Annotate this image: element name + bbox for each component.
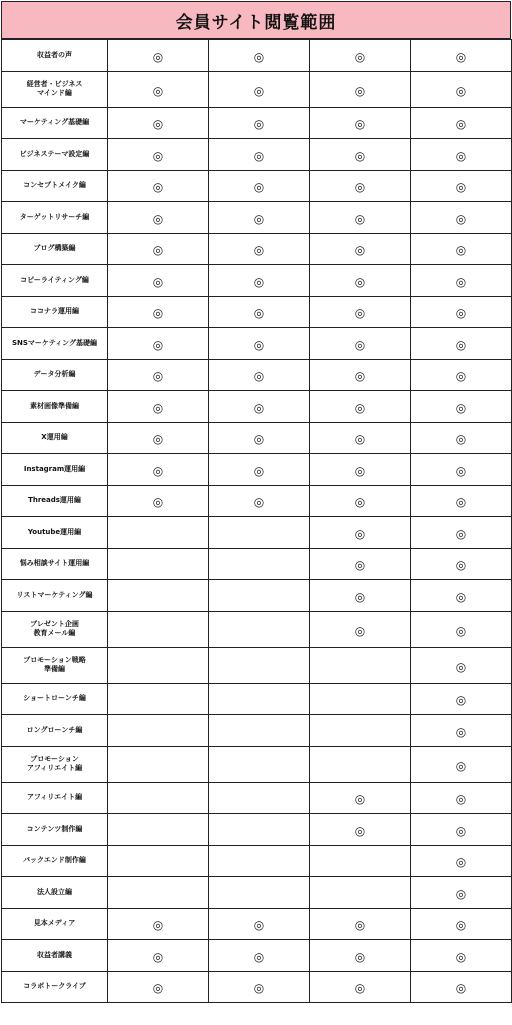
double-circle-icon: ◎	[455, 306, 467, 321]
table-row	[2, 877, 512, 909]
table-row	[2, 40, 512, 72]
plan-cell-1	[108, 265, 209, 297]
plan-cell-3	[310, 908, 411, 940]
double-circle-icon: ◎	[354, 83, 366, 98]
plan-cell-2	[209, 454, 310, 486]
plan-cell-3	[310, 139, 411, 171]
double-circle-icon: ◎	[455, 693, 467, 708]
plan-cell-2	[209, 908, 310, 940]
double-circle-icon: ◎	[354, 117, 366, 132]
table-row	[2, 422, 512, 454]
plan-cell-4	[411, 814, 512, 846]
plan-cell-2	[209, 971, 310, 1003]
plan-cell-3	[310, 683, 411, 715]
plan-cell-4	[411, 517, 512, 549]
row-label: Instagram運用編	[2, 454, 108, 486]
table-row	[2, 971, 512, 1003]
row-label: 見本メディア	[2, 908, 108, 940]
plan-cell-4	[411, 746, 512, 782]
plan-cell-4	[411, 328, 512, 360]
double-circle-icon: ◎	[152, 83, 164, 98]
double-circle-icon: ◎	[253, 180, 265, 195]
row-label: マーケティング基礎編	[2, 107, 108, 139]
double-circle-icon: ◎	[152, 211, 164, 226]
plan-cell-4	[411, 233, 512, 265]
plan-cell-2	[209, 485, 310, 517]
double-circle-icon: ◎	[152, 400, 164, 415]
row-label: ターゲットリサーチ編	[2, 202, 108, 234]
double-circle-icon: ◎	[455, 432, 467, 447]
plan-cell-2	[209, 170, 310, 202]
double-circle-icon: ◎	[354, 918, 366, 933]
plan-cell-1	[108, 170, 209, 202]
access-scope-table-container	[1, 1, 511, 1023]
table-row	[2, 548, 512, 580]
plan-cell-4	[411, 485, 512, 517]
row-label: プロモーション戦略 準備編	[2, 647, 108, 683]
plan-cell-2	[209, 814, 310, 846]
plan-cell-3	[310, 845, 411, 877]
double-circle-icon: ◎	[152, 432, 164, 447]
table-row	[2, 746, 512, 782]
plan-cell-1	[108, 611, 209, 647]
row-label: コンセプトメイク編	[2, 170, 108, 202]
plan-cell-3	[310, 71, 411, 107]
table-row	[2, 908, 512, 940]
table-row	[2, 391, 512, 423]
row-label: ショートローンチ編	[2, 683, 108, 715]
double-circle-icon: ◎	[152, 243, 164, 258]
plan-cell-2	[209, 359, 310, 391]
plan-cell-3	[310, 517, 411, 549]
plan-cell-1	[108, 940, 209, 972]
table-row	[2, 782, 512, 814]
access-scope-table	[1, 39, 512, 1003]
double-circle-icon: ◎	[354, 211, 366, 226]
double-circle-icon: ◎	[455, 83, 467, 98]
double-circle-icon: ◎	[455, 526, 467, 541]
double-circle-icon: ◎	[253, 369, 265, 384]
double-circle-icon: ◎	[354, 589, 366, 604]
double-circle-icon: ◎	[455, 659, 467, 674]
table-row	[2, 71, 512, 107]
plan-cell-3	[310, 611, 411, 647]
double-circle-icon: ◎	[455, 724, 467, 739]
double-circle-icon: ◎	[152, 981, 164, 996]
double-circle-icon: ◎	[152, 495, 164, 510]
table-row	[2, 359, 512, 391]
plan-cell-4	[411, 40, 512, 72]
plan-cell-3	[310, 40, 411, 72]
plan-cell-1	[108, 139, 209, 171]
double-circle-icon: ◎	[354, 463, 366, 478]
double-circle-icon: ◎	[253, 148, 265, 163]
double-circle-icon: ◎	[354, 400, 366, 415]
double-circle-icon: ◎	[253, 432, 265, 447]
double-circle-icon: ◎	[354, 823, 366, 838]
double-circle-icon: ◎	[455, 918, 467, 933]
plan-cell-3	[310, 746, 411, 782]
plan-cell-4	[411, 908, 512, 940]
double-circle-icon: ◎	[455, 558, 467, 573]
plan-cell-4	[411, 170, 512, 202]
table-title: 会員サイト閲覧範囲	[1, 1, 511, 39]
double-circle-icon: ◎	[455, 337, 467, 352]
row-label: ビジネステーマ設定編	[2, 139, 108, 171]
plan-cell-2	[209, 877, 310, 909]
plan-cell-1	[108, 683, 209, 715]
double-circle-icon: ◎	[354, 558, 366, 573]
double-circle-icon: ◎	[152, 274, 164, 289]
double-circle-icon: ◎	[455, 463, 467, 478]
table-row	[2, 845, 512, 877]
double-circle-icon: ◎	[455, 369, 467, 384]
plan-cell-2	[209, 746, 310, 782]
table-row	[2, 814, 512, 846]
plan-cell-1	[108, 328, 209, 360]
double-circle-icon: ◎	[455, 117, 467, 132]
plan-cell-2	[209, 328, 310, 360]
plan-cell-3	[310, 454, 411, 486]
plan-cell-3	[310, 328, 411, 360]
plan-cell-2	[209, 71, 310, 107]
table-row	[2, 233, 512, 265]
plan-cell-1	[108, 647, 209, 683]
plan-cell-1	[108, 485, 209, 517]
plan-cell-1	[108, 548, 209, 580]
double-circle-icon: ◎	[354, 274, 366, 289]
double-circle-icon: ◎	[354, 949, 366, 964]
double-circle-icon: ◎	[354, 306, 366, 321]
double-circle-icon: ◎	[455, 180, 467, 195]
plan-cell-1	[108, 877, 209, 909]
double-circle-icon: ◎	[253, 495, 265, 510]
double-circle-icon: ◎	[455, 855, 467, 870]
double-circle-icon: ◎	[253, 117, 265, 132]
plan-cell-4	[411, 359, 512, 391]
double-circle-icon: ◎	[455, 981, 467, 996]
table-row	[2, 485, 512, 517]
double-circle-icon: ◎	[253, 981, 265, 996]
plan-cell-2	[209, 940, 310, 972]
plan-cell-4	[411, 265, 512, 297]
double-circle-icon: ◎	[253, 243, 265, 258]
double-circle-icon: ◎	[152, 148, 164, 163]
plan-cell-2	[209, 683, 310, 715]
table-row	[2, 611, 512, 647]
double-circle-icon: ◎	[455, 211, 467, 226]
double-circle-icon: ◎	[253, 918, 265, 933]
double-circle-icon: ◎	[152, 117, 164, 132]
plan-cell-4	[411, 845, 512, 877]
plan-cell-1	[108, 517, 209, 549]
plan-cell-3	[310, 485, 411, 517]
plan-cell-4	[411, 391, 512, 423]
plan-cell-3	[310, 265, 411, 297]
row-label: プロモーション アフィリエイト編	[2, 746, 108, 782]
plan-cell-1	[108, 359, 209, 391]
double-circle-icon: ◎	[354, 369, 366, 384]
table-row	[2, 517, 512, 549]
double-circle-icon: ◎	[253, 463, 265, 478]
plan-cell-2	[209, 422, 310, 454]
plan-cell-1	[108, 580, 209, 612]
plan-cell-1	[108, 202, 209, 234]
row-label: Threads運用編	[2, 485, 108, 517]
row-label: ロングローンチ編	[2, 715, 108, 747]
row-label: 収益者の声	[2, 40, 108, 72]
row-label: 収益者講義	[2, 940, 108, 972]
double-circle-icon: ◎	[455, 495, 467, 510]
table-row	[2, 647, 512, 683]
plan-cell-4	[411, 71, 512, 107]
double-circle-icon: ◎	[354, 623, 366, 638]
row-label: ココナラ運用編	[2, 296, 108, 328]
plan-cell-3	[310, 715, 411, 747]
plan-cell-4	[411, 580, 512, 612]
table-row	[2, 170, 512, 202]
plan-cell-1	[108, 71, 209, 107]
plan-cell-2	[209, 139, 310, 171]
plan-cell-4	[411, 683, 512, 715]
double-circle-icon: ◎	[152, 949, 164, 964]
double-circle-icon: ◎	[354, 792, 366, 807]
plan-cell-4	[411, 715, 512, 747]
double-circle-icon: ◎	[354, 981, 366, 996]
row-label: ブログ構築編	[2, 233, 108, 265]
double-circle-icon: ◎	[455, 886, 467, 901]
plan-cell-2	[209, 202, 310, 234]
plan-cell-1	[108, 40, 209, 72]
row-label: バックエンド制作編	[2, 845, 108, 877]
row-label: コンテンツ制作編	[2, 814, 108, 846]
row-label: リストマーケティング編	[2, 580, 108, 612]
plan-cell-4	[411, 107, 512, 139]
double-circle-icon: ◎	[354, 432, 366, 447]
plan-cell-1	[108, 908, 209, 940]
table-row	[2, 139, 512, 171]
double-circle-icon: ◎	[455, 589, 467, 604]
plan-cell-1	[108, 971, 209, 1003]
row-label: 法人設立編	[2, 877, 108, 909]
double-circle-icon: ◎	[455, 243, 467, 258]
double-circle-icon: ◎	[152, 306, 164, 321]
row-label: コピーライティング編	[2, 265, 108, 297]
plan-cell-1	[108, 845, 209, 877]
double-circle-icon: ◎	[354, 180, 366, 195]
double-circle-icon: ◎	[253, 400, 265, 415]
plan-cell-1	[108, 782, 209, 814]
plan-cell-2	[209, 782, 310, 814]
double-circle-icon: ◎	[455, 949, 467, 964]
table-row	[2, 454, 512, 486]
plan-cell-3	[310, 940, 411, 972]
double-circle-icon: ◎	[455, 400, 467, 415]
double-circle-icon: ◎	[253, 83, 265, 98]
table-row	[2, 940, 512, 972]
plan-cell-3	[310, 170, 411, 202]
plan-cell-2	[209, 611, 310, 647]
plan-cell-2	[209, 233, 310, 265]
double-circle-icon: ◎	[354, 148, 366, 163]
plan-cell-3	[310, 580, 411, 612]
plan-cell-3	[310, 296, 411, 328]
table-body	[2, 40, 512, 1003]
plan-cell-4	[411, 971, 512, 1003]
double-circle-icon: ◎	[152, 918, 164, 933]
plan-cell-2	[209, 296, 310, 328]
plan-cell-4	[411, 139, 512, 171]
row-label: アフィリエイト編	[2, 782, 108, 814]
double-circle-icon: ◎	[253, 274, 265, 289]
plan-cell-2	[209, 107, 310, 139]
double-circle-icon: ◎	[354, 49, 366, 64]
plan-cell-2	[209, 845, 310, 877]
row-label: データ分析編	[2, 359, 108, 391]
plan-cell-1	[108, 107, 209, 139]
double-circle-icon: ◎	[354, 526, 366, 541]
plan-cell-3	[310, 391, 411, 423]
double-circle-icon: ◎	[455, 823, 467, 838]
plan-cell-2	[209, 391, 310, 423]
plan-cell-3	[310, 548, 411, 580]
plan-cell-3	[310, 233, 411, 265]
plan-cell-1	[108, 746, 209, 782]
double-circle-icon: ◎	[455, 758, 467, 773]
plan-cell-1	[108, 391, 209, 423]
double-circle-icon: ◎	[455, 623, 467, 638]
table-row	[2, 296, 512, 328]
double-circle-icon: ◎	[253, 306, 265, 321]
plan-cell-1	[108, 715, 209, 747]
plan-cell-2	[209, 647, 310, 683]
plan-cell-4	[411, 782, 512, 814]
double-circle-icon: ◎	[354, 495, 366, 510]
double-circle-icon: ◎	[354, 243, 366, 258]
plan-cell-2	[209, 580, 310, 612]
double-circle-icon: ◎	[455, 148, 467, 163]
plan-cell-3	[310, 647, 411, 683]
double-circle-icon: ◎	[253, 49, 265, 64]
double-circle-icon: ◎	[253, 337, 265, 352]
table-row	[2, 202, 512, 234]
double-circle-icon: ◎	[152, 337, 164, 352]
plan-cell-2	[209, 40, 310, 72]
row-label: 悩み相談サイト運用編	[2, 548, 108, 580]
row-label: X運用編	[2, 422, 108, 454]
plan-cell-3	[310, 782, 411, 814]
row-label: Youtube運用編	[2, 517, 108, 549]
plan-cell-4	[411, 454, 512, 486]
plan-cell-4	[411, 202, 512, 234]
row-label: コラボトークライブ	[2, 971, 108, 1003]
plan-cell-2	[209, 517, 310, 549]
row-label: 経営者・ビジネス マインド編	[2, 71, 108, 107]
double-circle-icon: ◎	[152, 49, 164, 64]
plan-cell-4	[411, 877, 512, 909]
row-label: SNSマーケティング基礎編	[2, 328, 108, 360]
plan-cell-4	[411, 647, 512, 683]
plan-cell-3	[310, 877, 411, 909]
double-circle-icon: ◎	[354, 337, 366, 352]
plan-cell-1	[108, 296, 209, 328]
table-row	[2, 265, 512, 297]
plan-cell-2	[209, 715, 310, 747]
table-row	[2, 107, 512, 139]
plan-cell-4	[411, 422, 512, 454]
double-circle-icon: ◎	[253, 211, 265, 226]
plan-cell-2	[209, 265, 310, 297]
table-row	[2, 328, 512, 360]
table-row	[2, 683, 512, 715]
table-row	[2, 580, 512, 612]
row-label: プレゼント企画 教育メール編	[2, 611, 108, 647]
plan-cell-4	[411, 548, 512, 580]
plan-cell-2	[209, 548, 310, 580]
plan-cell-4	[411, 940, 512, 972]
plan-cell-3	[310, 107, 411, 139]
plan-cell-3	[310, 814, 411, 846]
plan-cell-1	[108, 233, 209, 265]
plan-cell-3	[310, 202, 411, 234]
plan-cell-4	[411, 611, 512, 647]
plan-cell-1	[108, 422, 209, 454]
double-circle-icon: ◎	[152, 369, 164, 384]
double-circle-icon: ◎	[455, 49, 467, 64]
double-circle-icon: ◎	[152, 180, 164, 195]
double-circle-icon: ◎	[455, 274, 467, 289]
double-circle-icon: ◎	[455, 792, 467, 807]
plan-cell-1	[108, 454, 209, 486]
plan-cell-3	[310, 422, 411, 454]
double-circle-icon: ◎	[253, 949, 265, 964]
plan-cell-1	[108, 814, 209, 846]
table-row	[2, 715, 512, 747]
row-label: 素材画像準備編	[2, 391, 108, 423]
double-circle-icon: ◎	[152, 463, 164, 478]
plan-cell-4	[411, 296, 512, 328]
plan-cell-3	[310, 359, 411, 391]
plan-cell-3	[310, 971, 411, 1003]
